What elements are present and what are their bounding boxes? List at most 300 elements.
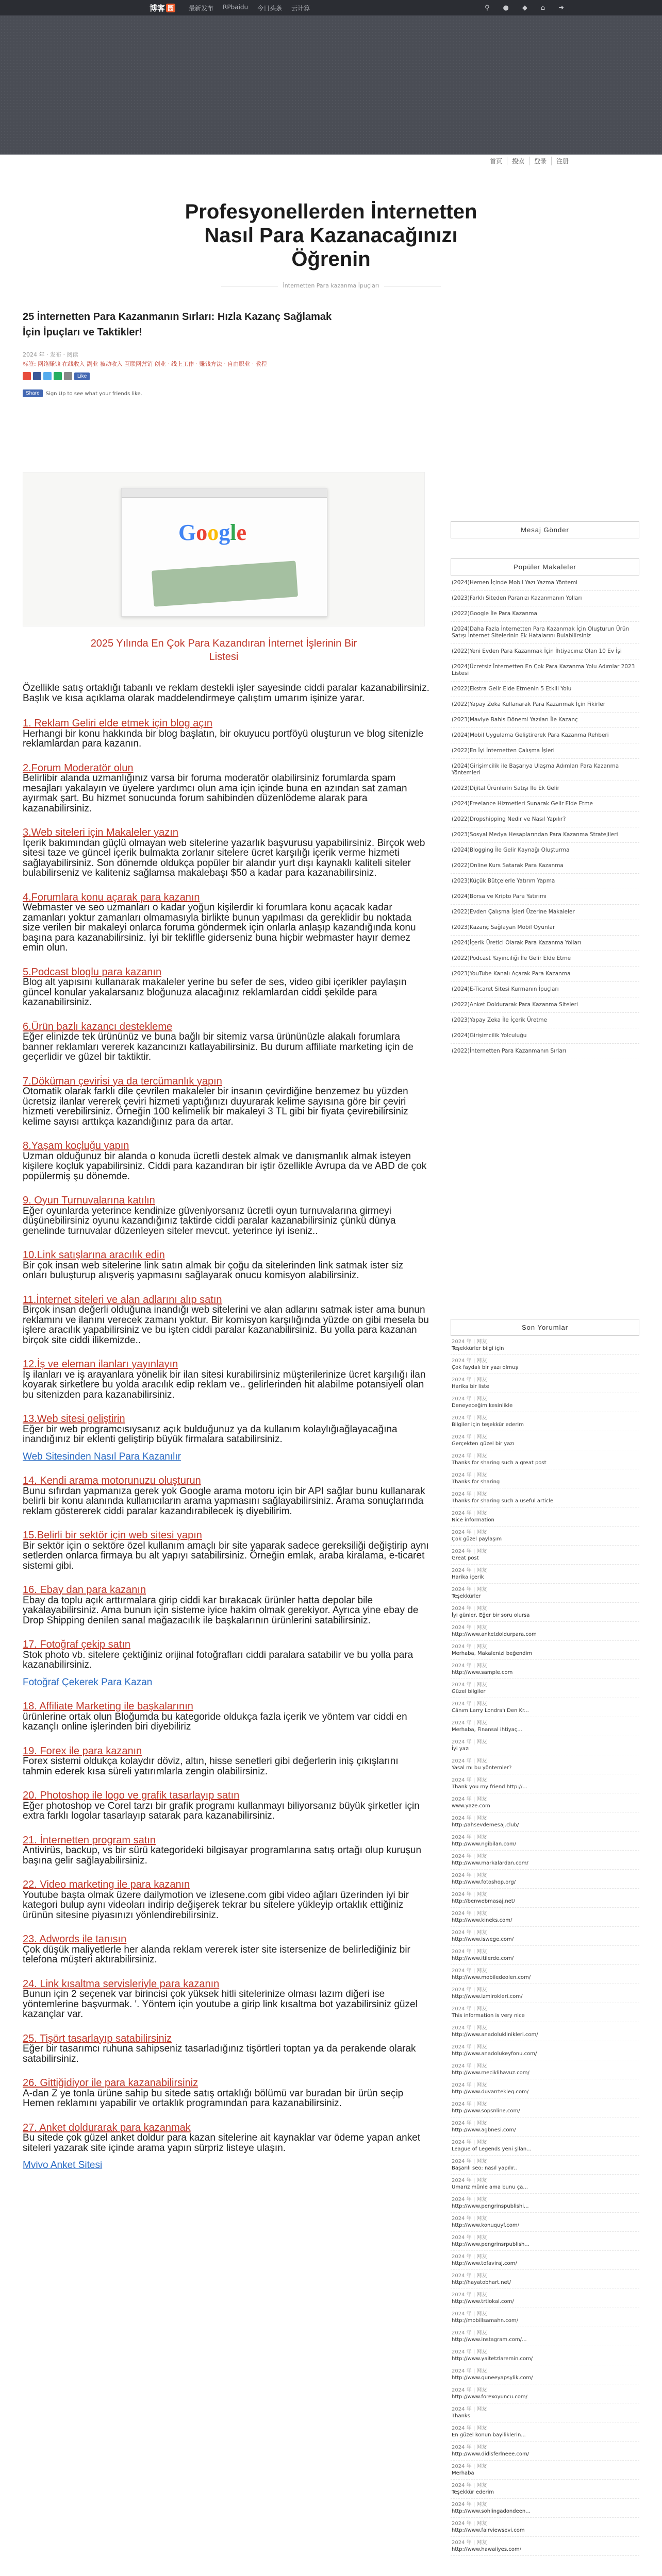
title-line: Profesyonellerden İnternetten (185, 200, 477, 223)
section-list (23, 719, 430, 2171)
comment-item[interactable] (451, 1565, 639, 1584)
comment-item[interactable] (451, 1870, 639, 1889)
comment-text: http://www.pengrinsrpublish... (452, 2242, 529, 2247)
article-lead (23, 309, 430, 340)
title-subtitle: İnternetten Para kazanma İpuçları (0, 282, 662, 289)
comment-item[interactable] (451, 1717, 639, 1736)
comment-author: 2024 年 | 网友 (452, 1758, 487, 1764)
comment-item[interactable] (451, 2403, 639, 2422)
comment-author: 2024 年 | 网友 (452, 2330, 487, 2336)
popular-item[interactable]: (2022)Ekstra Gelir Elde Etmenin 5 Etkili Yolu (451, 682, 639, 697)
comment-text: Thanks (452, 2413, 470, 2419)
section-text: Bir çok insan web sitelerine link satın almak bir çoğu da sitelerinden link satmak ister siz onları buluşturup alışveriş yapmasını sağlayarak onucu komisyon alabilirsiniz. (23, 1260, 404, 1281)
article-section (23, 719, 430, 749)
comment-author: 2024 年 | 网友 (452, 1339, 487, 1345)
section-text: Ebay da toplu açık arttırmalara girip ciddi kar bırakacak ürünler hatta depolar bile yakalayabilirsiniz. Ama bunun için sisteme iyice hakim olmak gerekiyor. Ayrıca yine ebay de Drop Shipping denilen sanal mağazacılık ile başkalarının ürünlerini satabilirsiniz. (23, 1595, 419, 1626)
article-body (23, 683, 430, 2185)
comment-item[interactable] (451, 1889, 639, 1908)
comment-text: Umarız münle ama bunu ça... (452, 2184, 528, 2190)
fb-share-button[interactable]: Share (23, 389, 43, 397)
article-tags[interactable]: 标签: 网络赚钱 在线收入 副业 被动收入 互联网营销 创业 · 线上工作 · 赚钱方法 · 自由职业 · 教程 (23, 361, 267, 367)
section-heading[interactable]: 9. Oyun Turnuvalarına katılın (23, 1195, 155, 1206)
bell-icon[interactable]: ◆ (522, 4, 527, 12)
section-text: İçerik bakımından güçlü olmayan web sitelerine yazarlık başvurusu yapabilirsiniz. Birçok web sitesi taze ve güncel içerik bulmakta zorlanır sitelere ücret karşılığı içerik verme hizmeti sağlayabilirsiniz. Son dönemde oldukça popüler bir alandır yurt dışı kaynaklı kaliteli siteler bulabilirseniz ve kaliteniz sağlamsa makalebaşı $50 a kadar para kazanabilirsiniz. (23, 837, 425, 878)
section-heading[interactable]: 8.Yaşam koçluğu yapın (23, 1140, 129, 1151)
article-section (23, 1476, 430, 1516)
comment-text: http://www.fairviewsevi.com (452, 2528, 525, 2533)
section-text: Birçok insan değerli olduğuna inandığı web sitelerini ve alan adlarını satmak ister ama bunun reklamını ve ilanını verecek zamanı yoktur. Bir komisyon karşılığında yüzde on gibi mesela bu işlere aracılık yapabilirsiniz ve bu işten ciddi paralar kazanabilirsiniz. Bu yolla para kazanan birçok site ciddi ilikemizde.. (23, 1304, 429, 1346)
comment-author: 2024 年 | 网友 (452, 1720, 487, 1726)
popular-item[interactable]: (2022)Google İle Para Kazanma (451, 606, 639, 622)
comment-item[interactable] (451, 1965, 639, 1984)
popular-item[interactable]: (2022)Online Kurs Satarak Para Kazanma (451, 858, 639, 874)
comment-text: Yasal mı bu yöntemler? (452, 1765, 512, 1771)
comment-text: http://www.konuquyf.com/ (452, 2223, 519, 2228)
comment-author: 2024 年 | 网友 (452, 1797, 487, 1802)
comment-author: 2024 年 | 网友 (452, 1930, 487, 1936)
comment-item[interactable] (451, 1488, 639, 1507)
comment-text: Güzel bilgiler (452, 1689, 486, 1694)
comment-author: 2024 年 | 网友 (452, 1625, 487, 1631)
section-heading[interactable]: 26. Gittiğidiyor ile para kazanabilirsiniz (23, 2077, 198, 2089)
comment-text: Harika bir liste (452, 1384, 489, 1389)
section-text: Otomatik olarak farklı dile çevrilen makaleler bir insanın çevirdiğine benzemez bu yüzden ücretsiz ilanlar vererek çeviri hizmeti yaptığınızı duyurarak kelime sayısına göre bir çeviri hizmeti verebilirsiniz. Örneğin 100 kelimelik bir makaleyi 3 TL gibi bir fiyata çevirebilirsiniz kelime sayısı arttıkça kazandığınız para da artar. (23, 1086, 408, 1127)
comment-author: 2024 年 | 网友 (452, 1644, 487, 1650)
comment-item[interactable] (451, 2327, 639, 2346)
section-heading[interactable]: 27. Anket doldurarak para kazanmak (23, 2122, 191, 2133)
popular-list (451, 575, 639, 1059)
comment-item[interactable] (451, 2156, 639, 2175)
popular-item[interactable]: (2024)E-Ticaret Sitesi Kurmanın İpuçları (451, 982, 639, 997)
section-text: Uzman olduğunuz bir alanda o konuda ücretli destek almak ve danışmanlık almak isteyen kişilere koçluk yapabilirsiniz. Ciddi para kazandıran bir iştir özellikle Avrupa da ve ABD de çok popülermiş şu dönemde. (23, 1150, 427, 1182)
section-heading[interactable]: 5.Podcast bloglu para kazanın (23, 966, 162, 978)
popular-item[interactable]: (2024)Borsa ve Kripto Para Yatırımı (451, 889, 639, 905)
comment-text: Merhaba, Makalenizi beğendim (452, 1651, 532, 1656)
user-icon[interactable]: ● (503, 4, 509, 12)
share-icons (23, 372, 430, 380)
comment-item[interactable] (451, 1755, 639, 1774)
comment-text: http://www.anadoluklinikleri.com/ (452, 2032, 538, 2038)
comment-item[interactable] (451, 1393, 639, 1412)
section-text: ürünlerine ortak olun Bloğumda bu kategoride oldukça fazla içerik ve yöntem var ciddi en kazançlı online işlerinden biri diyebiliriz (23, 1711, 407, 1732)
popular-item[interactable]: (2023)Kazanç Sağlayan Mobil Oyunlar (451, 920, 639, 936)
comment-item[interactable] (451, 1984, 639, 2003)
comment-author: 2024 年 | 网友 (452, 1587, 487, 1592)
comment-item[interactable] (451, 2117, 639, 2137)
section-heading[interactable]: 22. Video marketing ile para kazanın (23, 1879, 190, 1890)
popular-item[interactable]: (2022)Evden Çalışma İşleri Üzerine Makaleler (451, 905, 639, 920)
comment-item[interactable] (451, 1431, 639, 1450)
comment-author: 2024 年 | 网友 (452, 2121, 487, 2126)
popular-item[interactable]: (2022)En İyi İnternetten Çalışma İşleri (451, 743, 639, 759)
popular-item[interactable]: (2023)Küçük Bütçelerle Yatırım Yapma (451, 874, 639, 889)
popular-item[interactable]: (2022)Anket Doldurarak Para Kazanma Siteleri (451, 997, 639, 1013)
comment-text: İyi yazı (452, 1746, 470, 1752)
comment-author: 2024 年 | 网友 (452, 1377, 487, 1383)
comment-author: 2024 年 | 网友 (452, 1606, 487, 1612)
fb-like-button[interactable]: Like (74, 372, 90, 380)
comment-text: Çok güzel paylaşım (452, 1536, 502, 1542)
google-logo: Google (178, 520, 246, 545)
article-section (23, 1141, 430, 1181)
comment-text: http://www.instagram.com/... (452, 2337, 527, 2343)
top-nav-item[interactable]: RPbaidu (223, 3, 249, 11)
comment-item[interactable] (451, 2422, 639, 2442)
comment-item[interactable] (451, 1527, 639, 1546)
comment-item[interactable] (451, 1832, 639, 1851)
comment-item[interactable] (451, 2022, 639, 2041)
section-heading[interactable]: 20. Photoshop ile logo ve grafik tasarlayıp satın (23, 1790, 240, 1801)
section-text: Herhangi bir konu hakkında bir blog başlatın, bir okuyucu portföyü oluşturun ve blog sitenizle reklamlardan para kazanın. (23, 728, 424, 749)
comment-text: Gerçekten güzel bir yazı (452, 1441, 515, 1447)
popular-item[interactable]: (2022)Podcast Yayıncılığı İle Gelir Elde Etme (451, 951, 639, 967)
popular-item[interactable]: (2023)Maviye Bahis Dönemi Yazıları İle Kazanç (451, 713, 639, 728)
section-link[interactable]: Fotoğraf Çekerek Para Kazan (23, 1676, 153, 1688)
comment-author: 2024 年 | 网友 (452, 1530, 487, 1535)
article-section (23, 1295, 430, 1346)
comment-author: 2024 年 | 网友 (452, 2387, 487, 2393)
comment-item[interactable] (451, 1469, 639, 1488)
comment-item[interactable] (451, 1507, 639, 1527)
mail-icon[interactable] (64, 372, 72, 380)
popular-item[interactable]: (2022)Yapay Zeka Kullanarak Para Kazanmak İçin Fikirler (451, 697, 639, 713)
comment-text: İyi günler, Eğer bir soru olursa (452, 1613, 530, 1618)
popular-item[interactable]: (2024)Freelance Hizmetleri Sunarak Gelir Elde Etme (451, 796, 639, 812)
sub-nav-item[interactable]: 注册 (551, 157, 573, 165)
comment-item[interactable] (451, 1450, 639, 1469)
comment-text: http://ahsevdemesaj.club/ (452, 1822, 519, 1828)
comment-author: 2024 年 | 网友 (452, 2025, 487, 2031)
comment-item[interactable] (451, 2346, 639, 2365)
sub-nav-item[interactable]: 登录 (529, 157, 551, 165)
comment-author: 2024 年 | 网友 (452, 1911, 487, 1917)
comment-text: http://www.guneeyapsylik.com/ (452, 2375, 533, 2381)
twitter-icon[interactable] (43, 372, 52, 380)
section-heading[interactable]: 21. İnternetten program satın (23, 1834, 156, 1846)
comment-author: 2024 年 | 网友 (452, 1492, 487, 1497)
section-heading[interactable]: 10.Link satışlarına aracılık edin (23, 1249, 165, 1261)
article-section (23, 968, 430, 1008)
sub-nav-item[interactable]: 首页 (489, 158, 502, 165)
comment-text: This information is very nice (452, 2013, 525, 2019)
comment-author: 2024 年 | 网友 (452, 2140, 487, 2145)
section-heading[interactable]: 14. Kendi arama motorunuzu oluşturun (23, 1475, 201, 1486)
comment-item[interactable] (451, 2308, 639, 2327)
section-text: Bir sektör için o sektöre özel kullanım amaçlı bir site yaparak sadece gereksiliği değiştirip aynı setlerden onlarca firmaya bu alt yapıyı satabilirsiniz. Örneğin emlak, araba kiralama, e-ticaret sistemi gibi. (23, 1540, 429, 1571)
article-section (23, 893, 430, 953)
section-heading[interactable]: 4.Forumlara konu açarak para kazanın (23, 891, 200, 903)
hero-banner (0, 15, 662, 155)
section-heading[interactable]: 2.Forum Moderatör olun (23, 762, 134, 774)
comment-item[interactable] (451, 2194, 639, 2213)
section-text: Eğer bir tasarımcı ruhuna sahipseniz tasarladığınız tişörtleri toptan ya da perakende olarak satabilirsiniz. (23, 2043, 416, 2064)
section-text: İş ilanları ve iş arayanlara yönelik bir ilan sitesi kurabilirsiniz müşterilerinize ücret karşılığı ilan koyarak sirketlere bu yolda aracılık edip reklam ve.. gelirlerinden hit alabilme potansiyeli olan bu sitenizden para kazanabilirsiniz. (23, 1369, 426, 1400)
section-heading[interactable]: 7.Döküman çeviri̇si ya da tercümanlık yapın (23, 1075, 222, 1087)
recent-comments (451, 1319, 639, 2556)
comment-item[interactable] (451, 1355, 639, 1374)
section-text: Eğer oyunlarda yeterince kendinize güveniyorsanız ücretli oyun turnuvalarına girmeyi düşünebilirsiniz oyunu kazandığınız taktirde ciddi paralar kazanabilirsiniz çünkü dünya genelinde turnuvalar düzenleyen siteler mevcut. yeterince iyi iseniz.. (23, 1205, 396, 1236)
popular-item[interactable]: (2024)İçerik Üretici Olarak Para Kazanma Yolları (451, 936, 639, 951)
article-section (23, 1935, 430, 1965)
comment-item[interactable] (451, 1698, 639, 1717)
comment-author: 2024 年 | 网友 (452, 1777, 487, 1783)
comment-author: 2024 年 | 网友 (452, 1892, 487, 1897)
comment-item[interactable] (451, 1660, 639, 1679)
section-heading[interactable]: 1. Reklam Geliri elde etmek için blog açın (23, 718, 212, 729)
comment-author: 2024 年 | 网友 (452, 2063, 487, 2069)
comment-item[interactable] (451, 1946, 639, 1965)
comment-item[interactable] (451, 2079, 639, 2098)
comment-text: http://benwebmasaj.net/ (452, 1899, 516, 1904)
comment-text: Teşekkür ederim (452, 2489, 494, 2495)
sub-nav-item[interactable]: 搜索 (507, 157, 529, 165)
comment-author: 2024 年 | 网友 (452, 1682, 487, 1688)
message-box (451, 521, 639, 538)
comment-item[interactable] (451, 2251, 639, 2270)
section-heading[interactable]: 3.Web siteleri için Makaleler yazın (23, 827, 178, 838)
comment-text: Çok faydalı bir yazı olmuş (452, 1365, 518, 1370)
comment-text: Thank you my friend http://... (452, 1784, 527, 1790)
comment-author: 2024 年 | 网友 (452, 2197, 487, 2202)
top-nav-item[interactable]: 今日头条 (257, 4, 283, 12)
popular-item[interactable]: (2024)Ücretsiz İnternetten En Çok Para Kazanma Yolu Adımlar 2023 Listesi (451, 659, 639, 682)
article-section (23, 764, 430, 814)
article-intro: Özellikle satış ortaklığı tabanlı ve reklam destekli işler sayesinde ciddi paralar kazanabilirsiniz. Başlık ve kısa açıklama olarak maddelendirmeye çalıştım umarım işinize yarar. (23, 683, 429, 704)
comment-author: 2024 年 | 网友 (452, 1816, 487, 1821)
comment-item[interactable] (451, 1374, 639, 1393)
article-meta: 2024 年 · 发布 · 阅读 (23, 351, 78, 358)
comment-author: 2024 年 | 网友 (452, 2311, 487, 2317)
top-nav-item[interactable]: 最新发布 (189, 4, 214, 12)
comment-item[interactable] (451, 1584, 639, 1603)
comment-item[interactable] (451, 1736, 639, 1755)
title-line: Öğrenin (291, 248, 371, 270)
comment-item[interactable] (451, 1793, 639, 1812)
comment-text: http://www.trtlokal.com/ (452, 2299, 514, 2304)
popular-title: Popüler Makaleler (451, 558, 639, 575)
comment-text: Bilgiler için teşekkür ederim (452, 1422, 524, 1428)
comment-text: Thanks for sharing such a great post (452, 1460, 547, 1466)
site-logo[interactable] (150, 3, 175, 13)
home-icon[interactable]: ⌂ (540, 4, 545, 12)
google-g: G (178, 520, 196, 545)
comment-item[interactable] (451, 2537, 639, 2556)
comment-item[interactable] (451, 2480, 639, 2499)
popular-item[interactable]: (2024)Blogging İle Gelir Kaynağı Oluşturma (451, 843, 639, 858)
section-heading[interactable]: 12.İş ve eleman ilanları yayınlayın (23, 1359, 178, 1370)
comment-item[interactable] (451, 1812, 639, 1832)
comment-item[interactable] (451, 1908, 639, 1927)
comment-item[interactable] (451, 2384, 639, 2403)
wechat-icon[interactable] (54, 372, 62, 380)
page-title (0, 200, 662, 271)
comment-item[interactable] (451, 1641, 639, 1660)
weibo-icon[interactable] (23, 372, 31, 380)
comment-item[interactable] (451, 2232, 639, 2251)
comment-text: http://www.itilerde.com/ (452, 1956, 514, 1961)
popular-item[interactable]: (2023)YouTube Kanalı Açarak Para Kazanma (451, 967, 639, 982)
lead-line: İçin İpuçları ve Taktikler! (23, 327, 142, 338)
comment-author: 2024 年 | 网友 (452, 1854, 487, 1859)
comment-author: 2024 年 | 网友 (452, 1949, 487, 1955)
section-heading[interactable]: 23. Adwords ile tanısın (23, 1934, 127, 1945)
article-section (23, 1077, 430, 1127)
article-section (23, 2078, 430, 2109)
comment-item[interactable] (451, 1622, 639, 1641)
popular-item[interactable]: (2023)Dijital Ürünlerin Satışı İle Ek Gelir (451, 781, 639, 796)
comment-author: 2024 年 | 网友 (452, 1415, 487, 1421)
section-heading[interactable]: 16. Ebay dan para kazanın (23, 1584, 146, 1596)
comment-author: 2024 年 | 网友 (452, 2235, 487, 2241)
comment-author: 2024 年 | 网友 (452, 1873, 487, 1878)
comment-author: 2024 年 | 网友 (452, 2502, 487, 2507)
comment-author: 2024 年 | 网友 (452, 2102, 487, 2107)
comment-item[interactable] (451, 2137, 639, 2156)
comment-item[interactable] (451, 2461, 639, 2480)
comment-item[interactable] (451, 1546, 639, 1565)
section-text: Blog alt yapısını kullanarak makaleler yerine bu sefer de ses, video gibi içerikler paylaşın güncel konular yakalarsanız bloğunuza alacağınız reklamlardan ciddi şekilde para kazanabilirsiniz. (23, 977, 407, 1008)
comment-text: Merhaba (452, 2470, 474, 2476)
comment-author: 2024 年 | 网友 (452, 1511, 487, 1516)
section-heading[interactable]: 19. Forex ile para kazanın (23, 1745, 142, 1757)
comment-text: http://www.sohlingadondeen... (452, 2509, 531, 2514)
comment-text: Thanks for sharing (452, 1479, 500, 1485)
comments-list (451, 1336, 639, 2556)
fb-text: Sign Up to see what your friends like. (45, 391, 142, 397)
comment-author: 2024 年 | 网友 (452, 2483, 487, 2488)
comment-text: Cânım Larry Londra'ı Den Kr... (452, 1708, 529, 1714)
comments-title: Son Yorumlar (451, 1319, 639, 1336)
section-heading[interactable]: 17. Fotoğraf çekip satın (23, 1639, 131, 1650)
comment-author: 2024 年 | 网友 (452, 1358, 487, 1364)
comment-text: http://mobillsamahn.com/ (452, 2318, 518, 2324)
article-section (23, 1585, 430, 1625)
comment-text: http://www.kineks.com/ (452, 1918, 512, 1923)
caption-line: Listesi (209, 651, 239, 663)
comment-text: http://www.duvarrtekleq.com/ (452, 2089, 529, 2095)
comment-item[interactable] (451, 1603, 639, 1622)
comment-author: 2024 年 | 网友 (452, 1472, 487, 1478)
comment-item[interactable] (451, 2003, 639, 2022)
section-heading[interactable]: 24. Link kısaltma servisleriyle para kazanın (23, 1978, 220, 1990)
popular-item[interactable]: (2023)Sosyal Medya Hesaplarından Para Kazanma Stratejileri (451, 827, 639, 843)
search-icon[interactable]: ⚲ (484, 4, 490, 12)
image-caption (23, 637, 425, 664)
money-illustration (152, 561, 298, 606)
comment-text: http://www.anketdoldurpara.com (452, 1632, 537, 1637)
popular-item[interactable]: (2022)Dropshipping Nedir ve Nasıl Yapılır? (451, 812, 639, 827)
comment-text: Teşekkürler bilgi için (452, 1346, 504, 1351)
comment-author: 2024 年 | 网友 (452, 2540, 487, 2546)
comment-item[interactable] (451, 2175, 639, 2194)
comment-author: 2024 年 | 网友 (452, 2464, 487, 2469)
article-section (23, 1414, 430, 1462)
section-text: Belirlibir alanda uzmanlığınız varsa bir foruma moderatör olabilirsiniz forumlarda spam mesajları yakalayın ve üyelere yardımcı olun ama için içinde buna en azından sat zaman ayırmak şart. Bu hizmet sonucunda forum sahibinden düzenlödeme alarak para kazanabilirsiniz. (23, 773, 407, 814)
popular-item[interactable]: (2024)Girişimcilik ile Başarıya Ulaşma Adımları Para Kazanma Yöntemleri (451, 759, 639, 781)
comment-item[interactable] (451, 2289, 639, 2308)
comment-author: 2024 年 | 网友 (452, 2368, 487, 2374)
comment-item[interactable] (451, 2060, 639, 2079)
comment-item[interactable] (451, 2365, 639, 2384)
comment-author: 2024 年 | 网友 (452, 1663, 487, 1669)
section-text: A-dan Z ye tonla ürüne sahip bu sitede satış ortaklığı bölümü var buradan bir ürün seçip Hemen reklamını yapabilir ve ortaklık programından para kazanabilirsiniz. (23, 2088, 404, 2109)
popular-item[interactable]: (2023)Farklı Siteden Paranızı Kazanmanın Yolları (451, 591, 639, 606)
comment-text: http://www.sample.com (452, 1670, 513, 1675)
comment-item[interactable] (451, 1774, 639, 1793)
comment-text: http://www.hawaiiyes.com/ (452, 2547, 521, 2552)
section-heading[interactable]: 11.İnternet siteleri ve alan adlarını alıp satın (23, 1294, 222, 1306)
comment-item[interactable] (451, 1336, 639, 1355)
section-text: Bu sitede çok güzel anket doldur para kazan sitelerine ait kaynaklar var ödeme yapan anket siteleri yazarak site içinde arama yapın sürpriz listeye ulaşın. (23, 2132, 421, 2154)
article-section (23, 1250, 430, 1281)
section-heading[interactable]: 6.Ürün bazlı kazancı destekleme (23, 1021, 173, 1032)
section-heading[interactable]: 15.Belirli bir sektör için web sitesi yapın (23, 1530, 202, 1541)
comment-text: Thanks for sharing such a useful article (452, 1498, 554, 1504)
comment-author: 2024 年 | 网友 (452, 1701, 487, 1707)
comment-author: 2024 年 | 网友 (452, 2445, 487, 2450)
popular-item[interactable]: (2024)Daha Fazla İnternetten Para Kazanmak İçin Oluşturun Ürün Satışı İnternet Sitelerinin Ek Hatalarını Bulabilirsiniz (451, 622, 639, 644)
popular-item[interactable]: (2024)Girişimcilik Yolculuğu (451, 1028, 639, 1044)
section-heading[interactable]: 13.Web sitesi geliştirin (23, 1413, 125, 1425)
facebook-icon[interactable] (33, 372, 41, 380)
top-nav-item[interactable]: 云计算 (291, 4, 310, 12)
comment-author: 2024 年 | 网友 (452, 1434, 487, 1440)
comment-text: http://www.anadolukeyfonu.com/ (452, 2051, 537, 2057)
section-heading[interactable]: 25. Tişört tasarlayıp satabilirsiniz (23, 2032, 172, 2044)
lead-line: 25 İnternetten Para Kazanmanın Sırları: Hızla Kazanç Sağlamak (23, 311, 332, 323)
comment-item[interactable] (451, 2442, 639, 2461)
section-text: Stok photo vb. sitelere çektiğiniz orijinal fotoğrafları ciddi paralara satabilir ve bu yolla para kazanabilirsiniz. (23, 1649, 413, 1670)
section-text: Youtube başta olmak üzere dailymotion ve izlesene.com gibi video ağları üzerinden iyi bir kategori bulup aynı videoları indirip değişerek tekrar bu sitelere yükleyip ortaklık ettiğiniz ürünün sitesine piyasınızı yönlendirebilirsiniz. (23, 1889, 409, 1921)
comment-item[interactable] (451, 2098, 639, 2117)
comment-item[interactable] (451, 2213, 639, 2232)
section-heading[interactable]: 18. Affiliate Marketing ile başkalarının (23, 1701, 193, 1712)
comment-item[interactable] (451, 2518, 639, 2537)
comment-item[interactable] (451, 2041, 639, 2060)
comment-text: En güzel konun bayiliklerin... (452, 2432, 526, 2438)
section-text: Bunun için 2 seçenek var birincisi çok yüksek hitli sitelerinize olması lazım diğeri ise yöntemlerine başvurmak. '. Yöntem için youtube a girip link kısaltma bot yazabilirsiniz güzel kazançlar var. (23, 1989, 418, 2020)
comment-text: Nice information (452, 1517, 494, 1523)
comment-item[interactable] (451, 2499, 639, 2518)
comment-item[interactable] (451, 1927, 639, 1946)
comment-text: Deneyeceğim kesinlikle (452, 1403, 513, 1409)
comment-item[interactable] (451, 1851, 639, 1870)
article-section (23, 1531, 430, 1571)
comment-author: 2024 年 | 网友 (452, 2159, 487, 2164)
comment-item[interactable] (451, 1412, 639, 1431)
top-icons (485, 0, 564, 15)
section-text: Eğer bir web programcısıysanız açık bulduğunuz ya da kullanım kolaylığıağlayacağına inandığınız bir eklenti geliştirip büyük firmalara satabilirsiniz. (23, 1423, 398, 1445)
popular-item[interactable]: (2024)Mobil Uygulama Geliştirerek Para Kazanma Rehberi (451, 728, 639, 743)
popular-item[interactable]: (2022)İnternetten Para Kazanmanın Sırları (451, 1044, 639, 1059)
article-section (23, 1360, 430, 1400)
comment-author: 2024 年 | 网友 (452, 1568, 487, 1573)
comment-author: 2024 年 | 网友 (452, 2521, 487, 2527)
comment-item[interactable] (451, 1679, 639, 1698)
popular-item[interactable]: (2022)Yeni Evden Para Kazanmak İçin İhtiyacınız Olan 10 Ev İşi (451, 644, 639, 659)
login-icon[interactable]: ➜ (558, 4, 564, 12)
section-link[interactable]: Web Sitesinden Nasıl Para Kazanılır (23, 1451, 181, 1462)
popular-item[interactable]: (2023)Yapay Zeka İle İçerik Üretme (451, 1013, 639, 1028)
comment-text: http://www.yaitetzlaremin.com/ (452, 2356, 533, 2362)
popular-item[interactable]: (2024)Hemen İçinde Mobil Yazı Yazma Yöntemi (451, 575, 639, 591)
comment-item[interactable] (451, 2270, 639, 2289)
comment-text: Great post (452, 1555, 479, 1561)
section-link[interactable]: Mvivo Anket Sitesi (23, 2160, 103, 2171)
article-section (23, 1022, 430, 1062)
comment-author: 2024 年 | 网友 (452, 2273, 487, 2279)
send-message-button[interactable]: Mesaj Gönder (451, 521, 639, 538)
